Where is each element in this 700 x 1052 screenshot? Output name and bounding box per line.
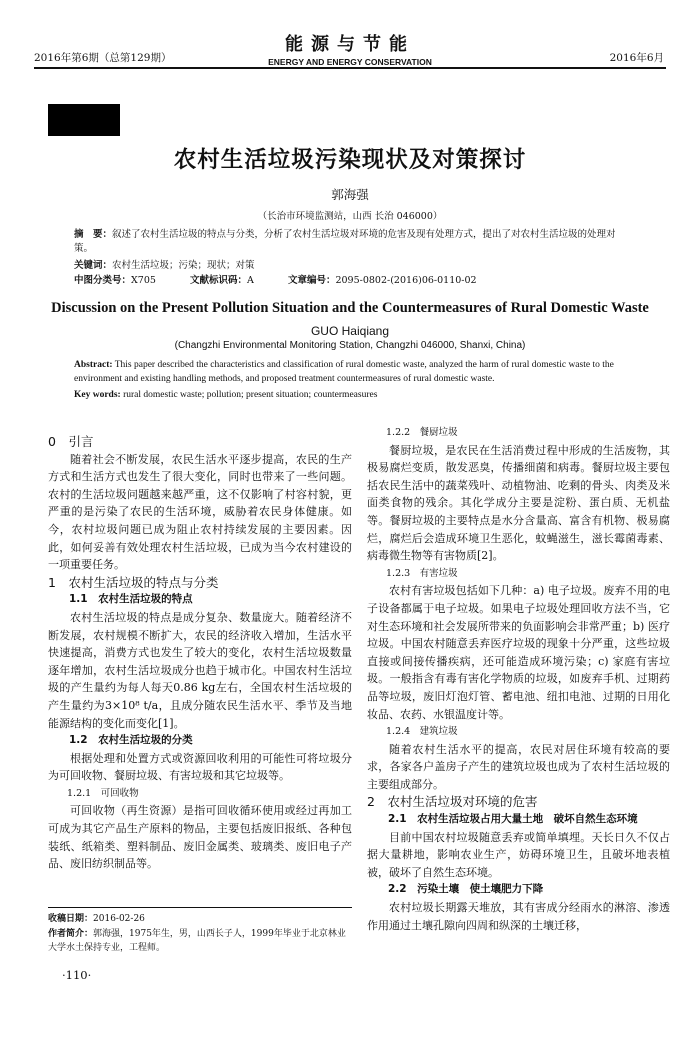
author-name: 郭海强	[331, 187, 369, 202]
subsection-heading: 1.2 农村生活垃圾的分类	[69, 734, 193, 747]
keywords-cn-label: 关键词：	[74, 260, 113, 271]
received-label: 收稿日期：	[48, 914, 94, 924]
footnote	[48, 912, 352, 956]
abstract-en-label: Abstract:	[74, 360, 113, 370]
issue-date: 2016年6月	[609, 52, 664, 64]
doc-code-value: A	[247, 275, 254, 286]
page-number: ·110·	[62, 968, 92, 982]
paragraph: 目前中国农村垃圾随意丢弃或简单填埋。天长日久不仅占据大量耕地，影响农业生产，妨碍环境卫生，且破坏地表植被，破坏了自然生态环境。	[367, 830, 670, 879]
paper-title: 农村生活垃圾污染现状及对策探讨	[173, 147, 527, 173]
bio-text: 郭海强，1975年生，男，山西长子人，1999年毕业于北京林业大学水土保持专业，工程师。	[48, 928, 346, 953]
bio-label: 作者简介：	[48, 928, 94, 939]
subsubsection-heading: 1.2.1 可回收物	[67, 787, 139, 799]
article-no-label: 文章编号：	[287, 275, 336, 286]
paragraph: 根据处理和处置方式或资源回收利用的可能性可将垃圾分为可回收物、餐厨垃圾、有害垃圾和其它垃圾等。	[48, 751, 352, 783]
redaction-block	[48, 104, 120, 136]
author-bio	[48, 927, 352, 956]
clc-value: X705	[131, 275, 156, 286]
journal-masthead	[0, 30, 700, 67]
paragraph: 农村生活垃圾的特点是成分复杂、数量庞大。随着经济不断发展，农村规模不断扩大，农民的经济收入增加，生活水平快速提高，消费方式也发生了较大的变化，农村生活垃圾数量逐年增加，农村生活垃圾成分也趋于城市化。中国农村生活垃圾的产生量约为每人每天0.86 kg左右，全国农村生活垃圾的产生量约为3×10⁸ t/a，且成分随农民生活水平、季节及当地能源结构的变化而变化[1]。	[48, 610, 352, 730]
abstract-cn-label: 摘 要：	[74, 229, 113, 240]
paragraph: 随着社会不断发展，农民生活水平逐步提高，农民的生产方式和生活方式也发生了很大变化，同时也带来了一些问题。农村的生活垃圾问题越来越严重，这不仅影响了村容村貌，更严重的是污染了农民的生活环境，威胁着农民身体健康。如今，农村垃圾问题已成为阻止农村持续发展的主要因素。因此，如何妥善有效处理农村生活垃圾，已成为当今农村建设的一项重要任务。	[48, 452, 352, 572]
section-heading: 2 农村生活垃圾对环境的危害	[367, 794, 538, 810]
keywords-en-text: rural domestic waste; pollution; present situation; countermeasures	[123, 390, 378, 400]
abstract-cn-text: 叙述了农村生活垃圾的特点与分类，分析了农村生活垃圾对环境的危害及现有处理方式，提出了对农村生活垃圾的处理对策。	[74, 229, 616, 254]
article-no-value: 2095-0802-(2016)06-0110-02	[335, 275, 477, 286]
issue-info: 2016年第6期（总第129期）	[34, 52, 172, 64]
journal-name-cn: 能源与节能	[285, 34, 415, 55]
classification-line	[74, 274, 634, 288]
abstract-en-text: This paper described the characteristics and classification of rural domestic waste, analyzed the harm of rural domestic waste to the environment and existing handling methods, and proposed treatment countermeasures of rural domestic waste.	[74, 360, 614, 384]
subsubsection-heading: 1.2.2 餐厨垃圾	[386, 427, 458, 438]
received-value: 2016-02-26	[93, 914, 145, 924]
subsubsection-heading: 1.2.4 建筑垃圾	[386, 726, 458, 738]
received-date	[48, 912, 352, 927]
body-right-column	[367, 424, 670, 934]
paragraph: 随着农村生活水平的提高，农民对居住环境有较高的要求，各家各户盖房子产生的建筑垃圾也成为了农村生活垃圾的主要组成部分。	[367, 742, 670, 791]
keywords-cn	[74, 259, 634, 273]
doc-code-label: 文献标识码：	[189, 275, 247, 286]
abstract-cn	[74, 228, 634, 256]
subsection-heading: 2.2 污染土壤 使土壤肥力下降	[388, 883, 544, 896]
subsubsection-heading: 1.2.3 有害垃圾	[386, 567, 458, 579]
section-heading: 0 引言	[48, 434, 94, 449]
abstract-en	[74, 359, 634, 386]
paragraph: 农村垃圾长期露天堆放，其有害成分经雨水的淋溶、渗透作用通过土壤孔隙向四周和纵深的土壤迁移，	[367, 901, 670, 932]
section-heading: 1 农村生活垃圾的特点与分类	[48, 574, 219, 590]
paragraph: 农村有害垃圾包括如下几种：a) 电子垃圾。废弃不用的电子设备都属于电子垃圾。如果电子垃圾处理回收方法不当，它对生态环境和社会发展所带来的负面影响会非常严重；b) 医疗垃圾。中国农村随意丢弃医疗垃圾的现象十分严重，这些垃圾直接或间接传播疾病，还可能造成环境污染；c) 家庭有害垃圾。一般指含有毒有害化学物质的垃圾，如废弃手机、过期药品等垃圾，废旧灯泡灯管、蓄电池、纽扣电池、过期的日用化妆品、农药、水银温度计等。	[367, 584, 670, 721]
header-divider	[34, 67, 666, 69]
journal-name-en: ENERGY AND ENERGY CONSERVATION	[268, 57, 432, 67]
keywords-en	[74, 389, 634, 403]
author-affiliation-en: (Changzhi Environmental Monitoring Station, Changzhi 046000, Shanxi, China)	[174, 340, 526, 351]
subsection-heading: 1.1 农村生活垃圾的特点	[69, 593, 193, 606]
paper-title-en: Discussion on the Present Pollution Situation and the Countermeasures of Rural Domestic Waste	[51, 300, 649, 316]
subsection-heading: 2.1 农村生活垃圾占用大量土地 破坏自然生态环境	[388, 813, 638, 826]
author-affiliation: （长治市环境监测站，山西 长治 046000）	[257, 211, 443, 222]
paragraph: 餐厨垃圾，是农民在生活消费过程中形成的生活废物，其极易腐烂变质，散发恶臭，传播细菌和病毒。餐厨垃圾主要包括农民生活中的蔬菜残叶、动植物油、吃剩的骨头、肉类及米面类食物的残余。其化学成分主要是淀粉、蛋白质、无机盐等。餐厨垃圾的主要特点是水分含量高、富含有机物、极易腐烂，腐烂后会造成环境卫生恶化，蚊蝇滋生，滋长霉菌毒素、病毒微生物等有害物质[2]。	[367, 443, 670, 563]
body-left-column	[48, 433, 352, 873]
clc-label: 中图分类号：	[74, 275, 132, 286]
footnote-divider	[48, 907, 352, 908]
author-name-en: GUO Haiqiang	[310, 324, 390, 338]
keywords-cn-text: 农村生活垃圾；污染；现状；对策	[112, 260, 255, 271]
paragraph: 可回收物（再生资源）是指可回收循环使用或经过再加工可成为其它产品生产原料的物品，主要包括废旧报纸、各种包装纸、纸箱类、塑料制品、废旧金属类、玻璃类、废旧电子产品、废旧纺织制品等。	[48, 804, 352, 871]
keywords-en-label: Key words:	[74, 390, 121, 400]
